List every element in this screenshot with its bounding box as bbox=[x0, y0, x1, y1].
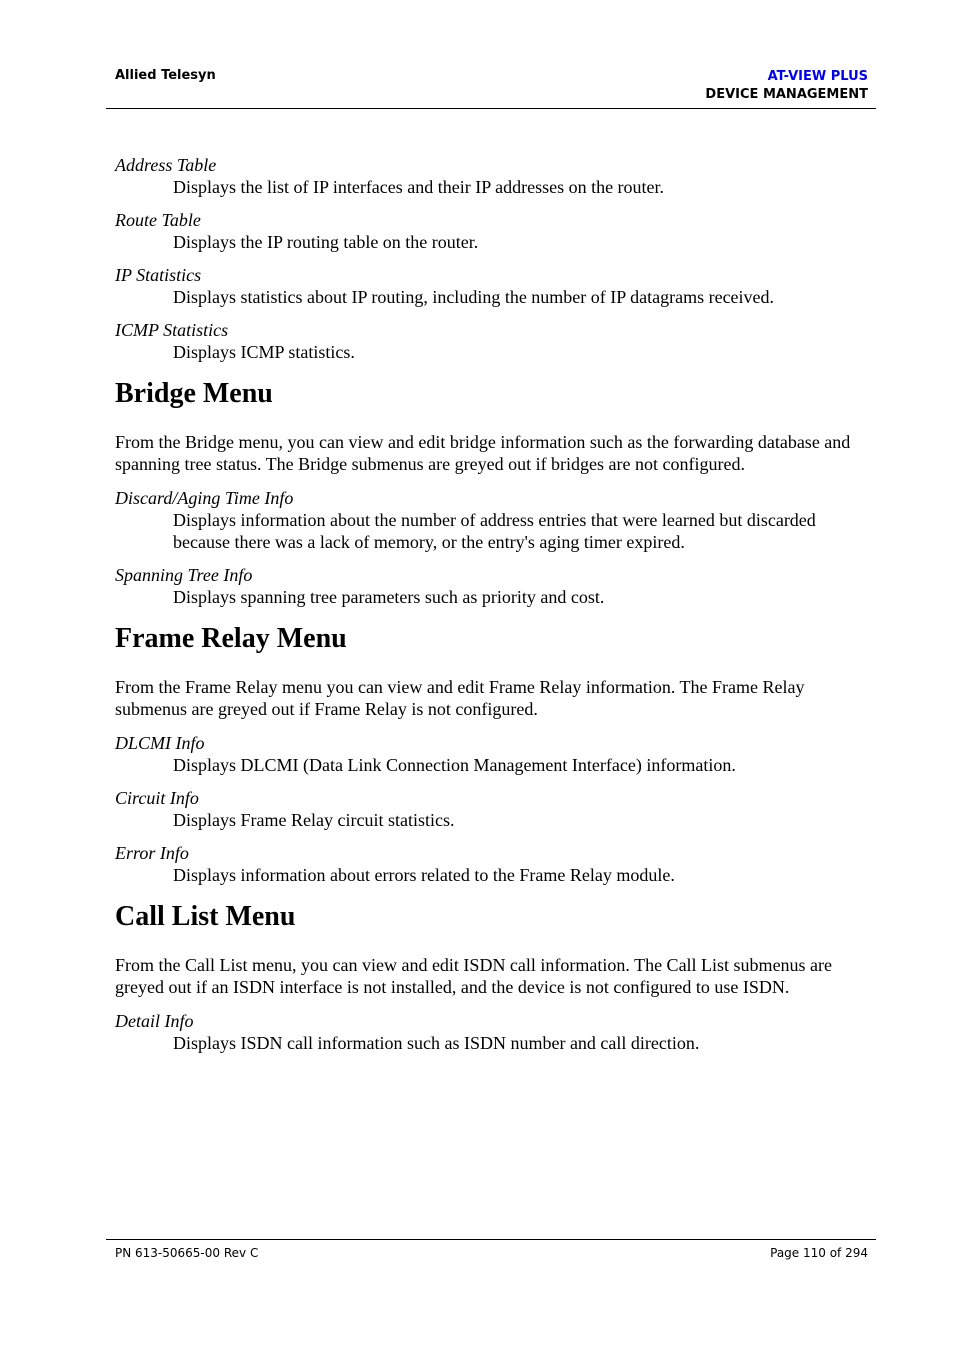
term: Error Info bbox=[115, 843, 189, 863]
section-name: DEVICE MANAGEMENT bbox=[705, 87, 868, 102]
term: ICMP Statistics bbox=[115, 320, 229, 340]
term: Discard/Aging Time Info bbox=[115, 488, 294, 508]
definition-item bbox=[115, 787, 875, 831]
definition-item bbox=[115, 319, 875, 363]
description: Displays Frame Relay circuit statistics. bbox=[173, 810, 455, 830]
page-header bbox=[106, 60, 876, 109]
term: Spanning Tree Info bbox=[115, 565, 253, 585]
definition-item bbox=[115, 487, 875, 553]
description: Displays information about errors related to the Frame Relay module. bbox=[173, 865, 675, 885]
product-name: AT-VIEW PLUS bbox=[767, 69, 868, 84]
description: Displays ICMP statistics. bbox=[173, 342, 355, 362]
company-name: Allied Telesyn bbox=[115, 68, 216, 83]
term: Detail Info bbox=[115, 1011, 194, 1031]
definition-item bbox=[115, 264, 875, 308]
definition-item bbox=[115, 842, 875, 886]
section-heading-call-list: Call List Menu bbox=[115, 901, 296, 932]
term: Address Table bbox=[115, 155, 217, 175]
definition-item bbox=[115, 154, 875, 198]
description: Displays information about the number of address entries that were learned but discarded because there was a lack of memory, or the entry's aging timer expired. bbox=[173, 510, 816, 552]
section-intro: From the Bridge menu, you can view and edit bridge information such as the forwarding database and spanning tree status. The Bridge submenus are greyed out if bridges are not configured. bbox=[115, 432, 851, 474]
definition-item bbox=[115, 564, 875, 608]
section-heading-frame-relay: Frame Relay Menu bbox=[115, 623, 347, 654]
description: Displays the list of IP interfaces and their IP addresses on the router. bbox=[173, 177, 665, 197]
description: Displays statistics about IP routing, including the number of IP datagrams received. bbox=[173, 287, 775, 307]
page-number: Page 110 of 294 bbox=[770, 1246, 868, 1260]
page-footer bbox=[106, 1239, 876, 1260]
part-number: PN 613-50665-00 Rev C bbox=[115, 1246, 259, 1260]
description: Displays ISDN call information such as ISDN number and call direction. bbox=[173, 1033, 700, 1053]
section-heading-bridge: Bridge Menu bbox=[115, 378, 273, 409]
term: IP Statistics bbox=[115, 265, 202, 285]
page-content bbox=[115, 154, 875, 1065]
section-intro: From the Frame Relay menu you can view and edit Frame Relay information. The Frame Relay submenus are greyed out if Frame Relay is not configured. bbox=[115, 677, 805, 719]
term: DLCMI Info bbox=[115, 733, 205, 753]
definition-item bbox=[115, 732, 875, 776]
term: Circuit Info bbox=[115, 788, 199, 808]
header-right bbox=[705, 68, 868, 104]
term: Route Table bbox=[115, 210, 201, 230]
description: Displays spanning tree parameters such as priority and cost. bbox=[173, 587, 605, 607]
section-intro: From the Call List menu, you can view and edit ISDN call information. The Call List submenus are greyed out if an ISDN interface is not installed, and the device is not configured to use ISDN. bbox=[115, 955, 833, 997]
definition-item bbox=[115, 209, 875, 253]
description: Displays the IP routing table on the router. bbox=[173, 232, 479, 252]
definition-item bbox=[115, 1010, 875, 1054]
description: Displays DLCMI (Data Link Connection Management Interface) information. bbox=[173, 755, 736, 775]
